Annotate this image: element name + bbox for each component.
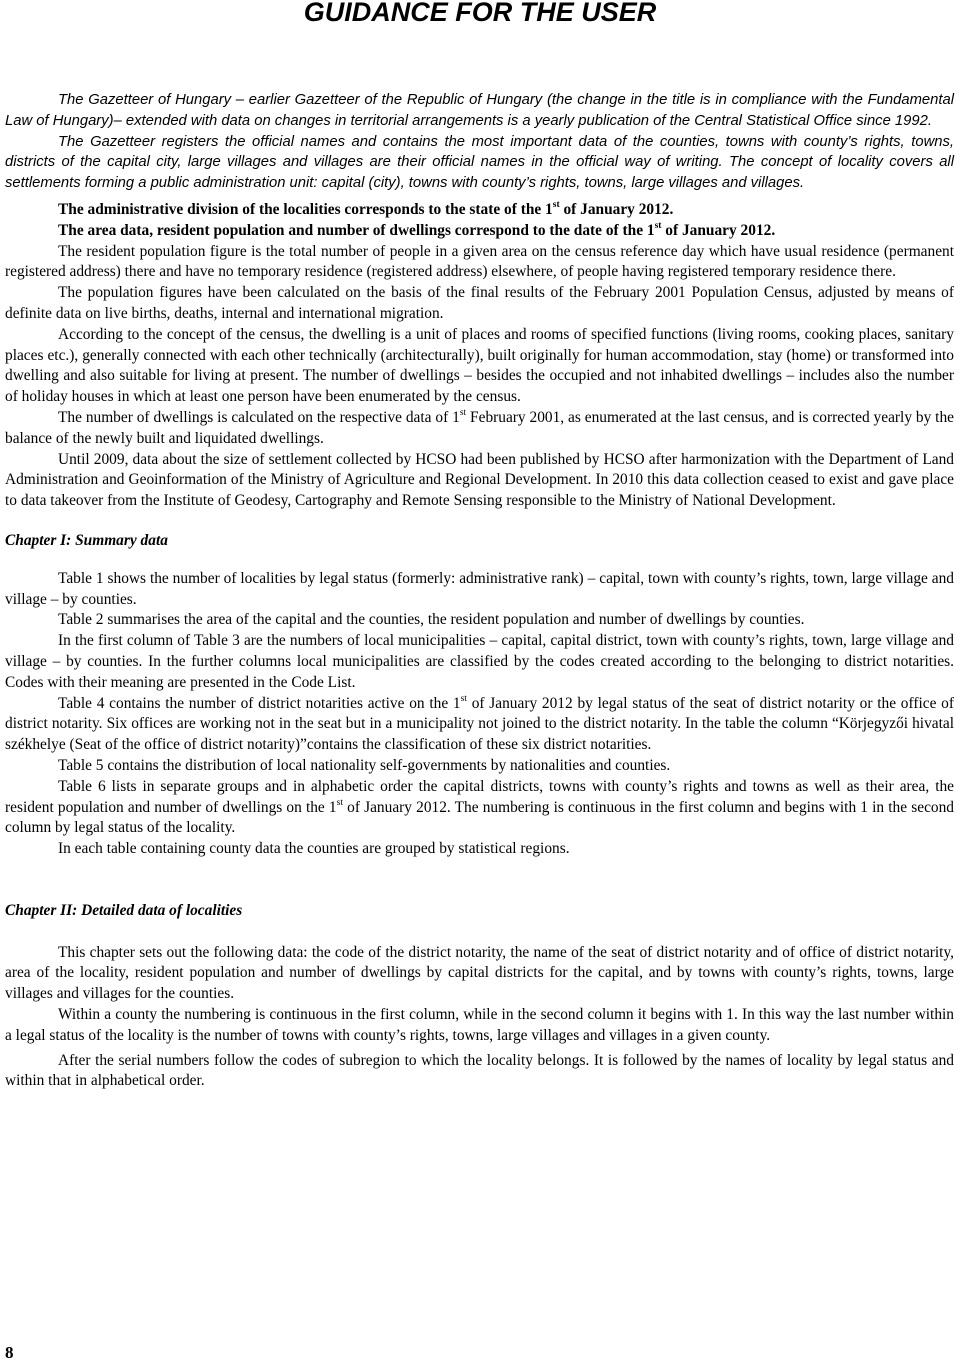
dwelling-concept-paragraph: According to the concept of the census, the dwelling is a unit of places and rooms of specified functions (living rooms, cooking places, sanitary places etc.), generally connected with each other technically (architecturally), built originally for human accommodation, stay (home) or transformed into dwelling and also suitable for living at present. The number of dwellings – besides the occupied and not inhabited dwellings – includes also the number of holiday houses in which at least one person have been enumerated by the census. [5, 325, 954, 406]
table-6-sup: st [336, 797, 343, 808]
area-note-text: The area data, resident population and number of dwellings correspond to the date of the 1 [58, 221, 655, 239]
intro-paragraph: The Gazetteer of Hungary – earlier Gazetteer of the Republic of Hungary (the change in the title is in compliance with the Fundamental Law of Hungary)– extended with data on changes in territorial arrangements is a yearly publication of the Central Statistical Office since 1992. [5, 92, 954, 129]
serial-numbers-paragraph: After the serial numbers follow the codes of subregion to which the locality belongs. It is followed by the names of locality by legal status and within that in alphabetical order. [5, 1051, 954, 1090]
resident-population-paragraph: The resident population figure is the total number of people in a given area on the census reference day which have usual residence (permanent registered address) there and have no temporary residence (registered address) elsewhere, of people having registered temporary residence there. [5, 242, 954, 281]
area-note-sup: st [654, 220, 662, 231]
area-data-note [5, 221, 954, 242]
table-6-tail: of January 2012. The numbering is continuous in the first column and begins with 1 in the second column by legal status of the locality. [5, 798, 954, 837]
table-4-paragraph [5, 694, 954, 756]
chapter-2-heading: Chapter II: Detailed data of localities [5, 901, 243, 919]
dwelling-count-paragraph [5, 408, 954, 450]
table-6-text: Table 6 lists in separate groups and in alphabetic order the capital districts, towns with county’s rights and towns as well as their area, the resident population and number of dwellings on the 1 [5, 777, 954, 816]
population-figures-paragraph: The population figures have been calculated on the basis of the final results of the February 2001 Population Census, adjusted by means of definite data on live births, deaths, internal and international migration. [5, 284, 954, 322]
chapter-1-heading: Chapter I: Summary data [5, 531, 168, 549]
table-4-tail: of January 2012 by legal status of the seat of district notarity or the office of district notarity. Six offices are working not in the seat but in a municipality not joined to the district notarity. In the table the column “Körjegyzői hivatal székhelye (Seat of the office of district notarity)”contains the classification of these six district notarities. [5, 694, 954, 754]
table-2-paragraph: Table 2 summarises the area of the capital and the counties, the resident population and number of dwellings by counties. [58, 611, 805, 629]
dwelling-count-text: The number of dwellings is calculated on the respective data of 1 [58, 408, 460, 426]
until-2009-paragraph: Until 2009, data about the size of settlement collected by HCSO had been published by HCSO after harmonization with the Department of Land Administration and Geoinformation of the Ministry of Agriculture and Regional Development. In 2010 this data collection ceased to exist and gave place to data takeover from the Institute of Geodesy, Cartography and Remote Sensing responsible to the Ministry of National Development. [5, 450, 954, 510]
table-4-text: Table 4 contains the number of district notarities active on the 1 [58, 694, 461, 712]
admin-note-tail: of January 2012. [559, 200, 674, 218]
administrative-division-note [5, 200, 954, 221]
chapter-2-data-paragraph: This chapter sets out the following data: the code of the district notarity, the name of the seat of district notarity and of office of district notarity, area of the locality, resident population and number of dwellings by capital districts for the capital, and by towns with county’s rights, towns, large villages and villages for the counties. [5, 943, 954, 1003]
admin-note-text: The administrative division of the localities corresponds to the state of the 1 [58, 200, 553, 218]
table-6-paragraph [5, 777, 954, 839]
page-number: 8 [5, 1343, 14, 1362]
document-body [5, 90, 954, 1092]
dwelling-count-tail: February 2001, as enumerated at the last census, and is corrected yearly by the balance of the newly built and liquidated dwellings. [5, 408, 954, 447]
table-5-paragraph: Table 5 contains the distribution of local nationality self-governments by nationalities and counties. [58, 756, 671, 774]
page-title: GUIDANCE FOR THE USER [303, 0, 657, 27]
county-grouping-paragraph: In each table containing county data the counties are grouped by statistical regions. [58, 840, 570, 858]
table-1-paragraph: Table 1 shows the number of localities by legal status (formerly: administrative rank) – capital, town with county’s rights, town, large village and village – by counties. [5, 569, 954, 608]
area-note-tail: of January 2012. [661, 221, 776, 239]
admin-note-sup: st [552, 199, 560, 210]
gazetteer-registers-paragraph: The Gazetteer registers the official names and contains the most important data of the counties, towns with county’s rights, towns, districts of the capital city, large villages and villages are their official names in the official way of writing. The concept of locality covers all settlements forming a public administration unit: capital (city), towns with county’s rights, towns, large villages and villages. [5, 133, 954, 192]
dwelling-count-sup: st [459, 407, 467, 418]
numbering-paragraph: Within a county the numbering is continuous in the first column, while in the second column it begins with 1. In this way the last number within a legal status of the locality is the number of towns with county’s rights, towns, large villages and villages in a given county. [5, 1006, 954, 1044]
table-3-paragraph: In the first column of Table 3 are the numbers of local municipalities – capital, capital district, town with county’s rights, town, large village and village – by counties. In the further columns local municipalities are classified by the codes created according to the belonging to district notarities. Codes with their meaning are presented in the Code List. [5, 632, 954, 691]
table-4-sup: st [460, 693, 467, 704]
